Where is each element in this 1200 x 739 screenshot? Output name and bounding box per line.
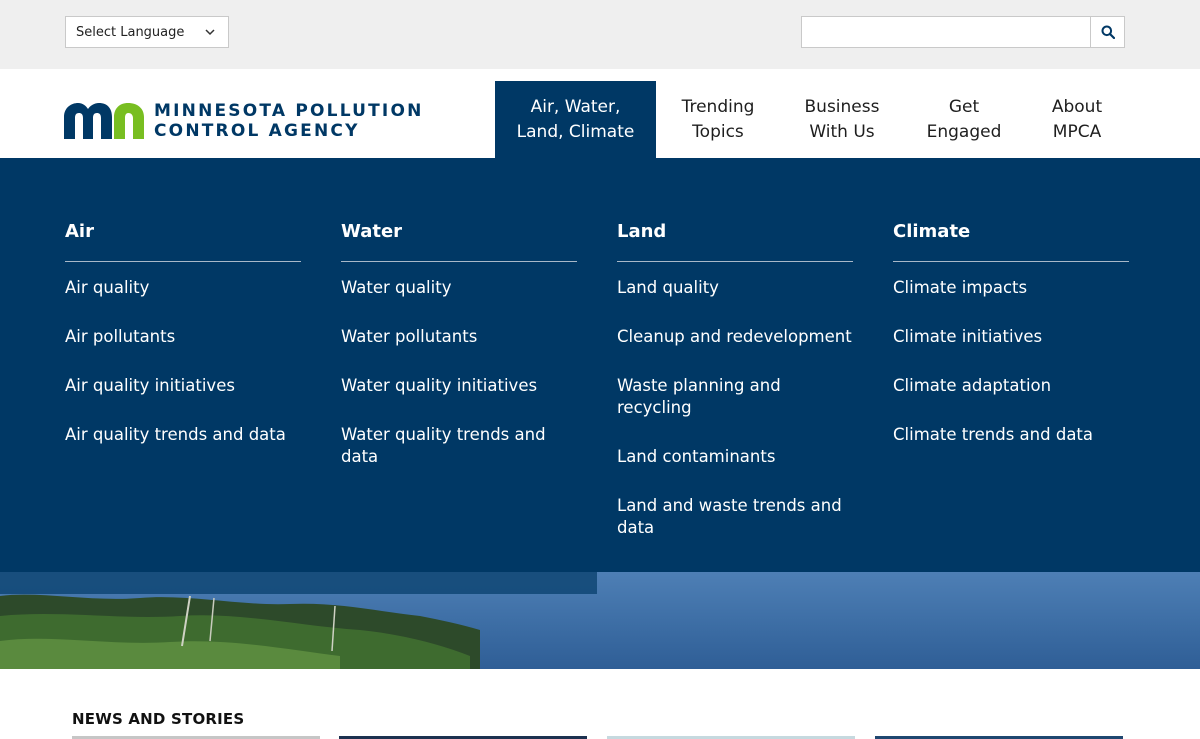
mega-column-water — [341, 158, 577, 495]
mega-heading-land[interactable]: Land — [617, 221, 667, 242]
menu-link[interactable]: Air quality trends and data — [65, 425, 286, 444]
nav-get-engaged[interactable]: Get Engaged — [926, 96, 1002, 142]
mega-heading-water[interactable]: Water — [341, 221, 403, 242]
menu-link[interactable]: Water pollutants — [341, 327, 478, 346]
menu-link[interactable]: Land quality — [617, 278, 719, 297]
mega-column-climate — [893, 158, 1129, 473]
logo-wordmark — [154, 101, 424, 141]
logo-line-1: MINNESOTA POLLUTION — [154, 101, 424, 121]
menu-link[interactable]: Climate adaptation — [893, 376, 1052, 395]
mega-heading-climate[interactable]: Climate — [893, 221, 971, 242]
mega-links-land — [617, 277, 853, 539]
search-icon — [1101, 25, 1115, 39]
menu-link[interactable]: Air pollutants — [65, 327, 176, 346]
menu-link[interactable]: Land contaminants — [617, 447, 776, 466]
utility-bar — [0, 0, 1200, 69]
menu-link[interactable]: Air quality initiatives — [65, 376, 235, 395]
mega-column-land — [617, 158, 853, 566]
hero-image — [0, 572, 1200, 669]
mega-column-air — [65, 158, 301, 473]
mega-links-water — [341, 277, 577, 468]
main-nav — [495, 81, 1130, 158]
menu-link[interactable]: Waste planning and recycling — [617, 376, 781, 417]
menu-link[interactable]: Water quality trends and data — [341, 425, 546, 466]
divider — [617, 261, 853, 262]
tree-shoreline-image — [0, 586, 480, 669]
nav-trending-topics[interactable]: Trending Topics — [681, 96, 755, 142]
mega-links-climate — [893, 277, 1129, 446]
search-input[interactable] — [801, 16, 1091, 48]
mn-logo-mark-icon — [64, 103, 144, 139]
mega-heading-air[interactable]: Air — [65, 221, 94, 242]
nav-about-mpca[interactable]: About MPCA — [1051, 96, 1103, 142]
language-select[interactable] — [65, 16, 229, 48]
chevron-down-icon — [204, 26, 216, 38]
nav-business-with-us[interactable]: Business With Us — [804, 96, 880, 142]
site-header — [0, 69, 1200, 158]
menu-link[interactable]: Water quality — [341, 278, 452, 297]
logo-line-2: CONTROL AGENCY — [154, 121, 360, 141]
menu-link[interactable]: Land and waste trends and data — [617, 496, 842, 537]
mega-links-air — [65, 277, 301, 446]
divider — [341, 261, 577, 262]
menu-link[interactable]: Climate trends and data — [893, 425, 1094, 444]
divider — [893, 261, 1129, 262]
menu-link[interactable]: Climate initiatives — [893, 327, 1043, 346]
news-section-title: NEWS AND STORIES — [72, 710, 245, 728]
mega-menu — [0, 158, 1200, 572]
menu-link[interactable]: Air quality — [65, 278, 150, 297]
nav-air-water-land-climate[interactable]: Air, Water, Land, Climate — [495, 81, 656, 158]
hero-overlay-band — [0, 572, 597, 594]
search-box — [801, 16, 1125, 48]
menu-link[interactable]: Cleanup and redevelopment — [617, 327, 852, 346]
language-select-label: Select Language — [76, 24, 185, 40]
mpca-logo[interactable] — [64, 101, 424, 141]
divider — [65, 261, 301, 262]
menu-link[interactable]: Water quality initiatives — [341, 376, 538, 395]
search-button[interactable] — [1090, 16, 1125, 48]
menu-link[interactable]: Climate impacts — [893, 278, 1028, 297]
